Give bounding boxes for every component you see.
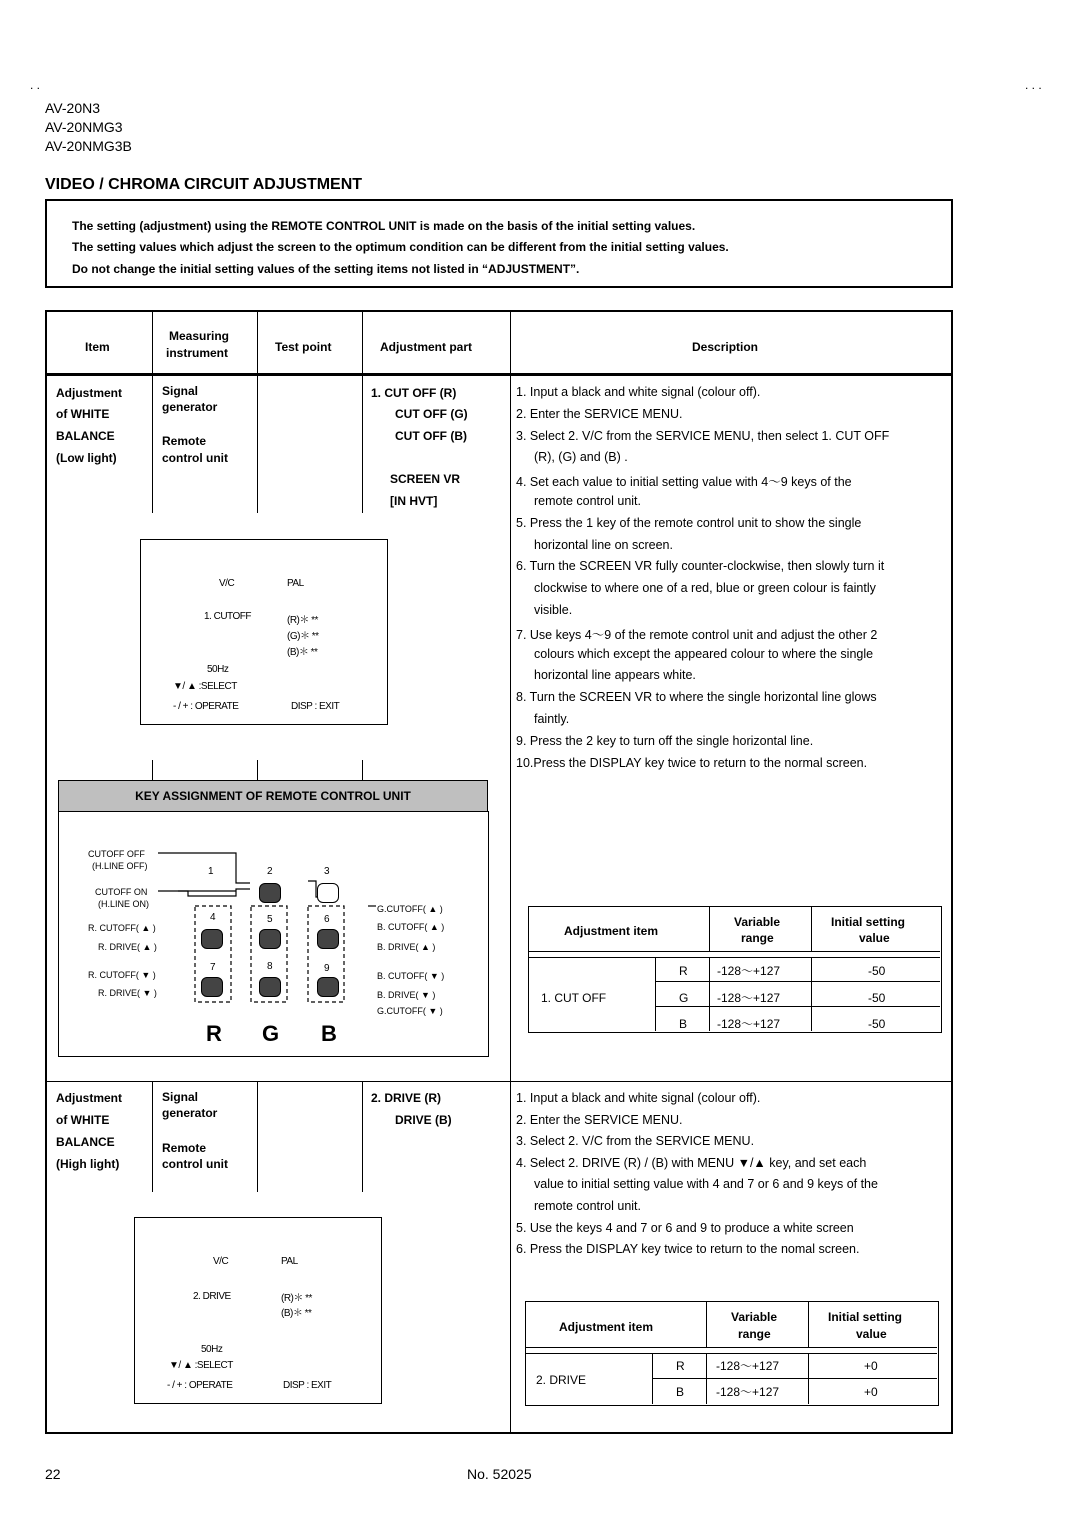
tbl-line — [709, 957, 710, 1031]
screen2-operate: - / + : OPERATE — [167, 1380, 233, 1391]
col-instrument: instrument — [166, 346, 229, 360]
tbl-line — [655, 981, 940, 982]
tbl1-h-value: value — [859, 931, 890, 945]
tbl2-b-value: +0 — [864, 1385, 878, 1399]
model-1: AV-20N3 — [45, 100, 100, 116]
tbl1-h-variable: Variable — [734, 915, 781, 929]
s1-part-3: CUT OFF (B) — [395, 429, 467, 443]
section1-step-line: 6. Turn the SCREEN VR fully counter-clockwise, then slowly turn it — [516, 559, 885, 574]
label-hline-on: (H.LINE ON) — [98, 899, 150, 909]
label-r-drive-up: R. DRIVE( ▲ ) — [98, 942, 157, 952]
label-g-cutoff-up: G.CUTOFF( ▲ ) — [377, 904, 443, 914]
menu-screen-drive — [134, 1217, 382, 1404]
tbl1-b-range: -128～+127 — [717, 1017, 781, 1031]
tbl-line — [655, 957, 656, 1031]
col-divider — [152, 1082, 153, 1192]
section1-step-line: faintly. — [534, 712, 570, 726]
s1-instr-3: Remote — [162, 434, 207, 448]
tbl-line — [709, 907, 710, 951]
header-divider — [45, 373, 953, 376]
screen-r: (R)＊ ** — [287, 615, 318, 626]
col-description: Description — [692, 340, 759, 354]
screen-vc: V/C — [219, 578, 235, 589]
section1-step-line: remote control unit. — [534, 494, 641, 508]
key-6-button — [317, 929, 339, 949]
document-number: No. 52025 — [467, 1466, 532, 1482]
col-divider — [152, 375, 153, 513]
section2-step-line: 4. Select 2. DRIVE (R) / (B) with MENU ▼/▲ key, and set each — [516, 1155, 867, 1170]
section2-step-line: 5. Use the keys 4 and 7 or 6 and 9 to produce a white screen — [516, 1220, 854, 1235]
col-divider — [152, 310, 153, 374]
key-4-label: 4 — [210, 912, 216, 923]
tbl2-h-range: range — [738, 1327, 771, 1341]
key-7-button — [201, 977, 223, 997]
screen-hz: 50Hz — [207, 664, 229, 675]
col-divider — [257, 1082, 258, 1192]
section1-step-line: visible. — [534, 603, 573, 617]
tbl-line — [652, 1378, 937, 1379]
label-b-drive-down: B. DRIVE( ▼ ) — [377, 990, 436, 1000]
tbl1-r-value: -50 — [868, 964, 886, 978]
tbl2-r-value: +0 — [864, 1359, 878, 1373]
tbl-line — [655, 1006, 940, 1007]
section1-step-line: clockwise to where one of a red, blue or green colour is faintly — [534, 581, 876, 596]
section-divider — [45, 1081, 953, 1082]
s1-part-4: SCREEN VR — [390, 472, 461, 486]
screen2-select: ▼/ ▲ :SELECT — [169, 1360, 233, 1371]
section2-step-line: value to initial setting value with 4 and 7 or 6 and 9 keys of the — [534, 1177, 878, 1192]
key-2-label: 2 — [267, 866, 273, 877]
col-divider — [257, 375, 258, 513]
key-assignment-title: KEY ASSIGNMENT OF REMOTE CONTROL UNIT — [58, 780, 488, 812]
tbl-line — [529, 957, 940, 958]
section1-step-line: 9. Press the 2 key to turn off the single horizontal line. — [516, 733, 814, 748]
tbl-line — [529, 951, 940, 952]
tbl2-r-range: -128～+127 — [716, 1359, 780, 1373]
s1-instr-1: Signal — [162, 384, 199, 398]
screen-exit: DISP : EXIT — [291, 701, 340, 712]
label-cutoff-off: CUTOFF OFF — [88, 849, 145, 859]
section2-step-line: 6. Press the DISPLAY key twice to return to the nomal screen. — [516, 1242, 860, 1257]
model-3: AV-20NMG3B — [45, 138, 132, 154]
section1-step-line: colours which except the appeared colour to where the single — [534, 646, 874, 661]
model-2: AV-20NMG3 — [45, 119, 123, 135]
section1-step-line: 8. Turn the SCREEN VR to where the single horizontal line glows — [516, 690, 877, 705]
tbl1-g-ch: G — [679, 991, 689, 1005]
s1-item-4: (Low light) — [56, 451, 117, 465]
section1-step-line: horizontal line appears white. — [534, 668, 696, 683]
section1-step-line: 3. Select 2. V/C from the SERVICE MENU, then select 1. CUT OFF — [516, 428, 890, 443]
s2-instr-3: Remote — [162, 1141, 207, 1155]
rgb-r: R — [206, 1021, 222, 1046]
tbl2-b-ch: B — [676, 1385, 685, 1399]
s2-instr-2: generator — [162, 1106, 218, 1120]
label-b-drive-up: B. DRIVE( ▲ ) — [377, 942, 436, 952]
screen2-r: (R)＊ ** — [281, 1293, 312, 1304]
screen-operate: - / + : OPERATE — [173, 701, 239, 712]
rgb-g: G — [262, 1021, 280, 1046]
s1-item-2: of WHITE — [56, 407, 110, 421]
label-g-cutoff-down: G.CUTOFF( ▼ ) — [377, 1006, 443, 1016]
tbl1-item: 1. CUT OFF — [541, 991, 607, 1005]
screen2-vc: V/C — [213, 1256, 229, 1267]
section1-step-line: 7. Use keys 4～9 of the remote control unit and adjust the other 2 — [516, 627, 878, 642]
s1-item-3: BALANCE — [56, 429, 115, 443]
tbl2-h-item: Adjustment item — [559, 1320, 654, 1334]
tbl1-h-range: range — [741, 931, 774, 945]
col-test-point: Test point — [275, 340, 332, 354]
notice-line-3: Do not change the initial setting values of the setting items not listed in “ADJUSTMENT”. — [72, 262, 580, 276]
s2-item-3: BALANCE — [56, 1135, 115, 1149]
rgb-b: B — [321, 1021, 337, 1046]
corner-dots-right: . . . — [1025, 78, 1042, 92]
s2-part-2: DRIVE (B) — [395, 1113, 452, 1127]
tbl1-g-range: -128～+127 — [717, 991, 781, 1005]
tbl2-h-value: value — [856, 1327, 887, 1341]
screen-select: ▼/ ▲ :SELECT — [173, 681, 237, 692]
key-9-button — [317, 977, 339, 997]
s2-part-1: 2. DRIVE (R) — [371, 1091, 442, 1105]
tbl2-h-initial: Initial setting — [828, 1310, 903, 1324]
col-divider — [362, 760, 363, 780]
tbl-line — [526, 1347, 937, 1348]
key-4-button — [201, 929, 223, 949]
page-title: VIDEO / CHROMA CIRCUIT ADJUSTMENT — [45, 176, 363, 193]
s1-part-5: [IN HVT] — [390, 494, 438, 508]
section1-step-line: 2. Enter the SERVICE MENU. — [516, 406, 683, 421]
section1-step-line: horizontal line on screen. — [534, 537, 673, 552]
tbl-line — [811, 907, 812, 951]
label-r-cutoff-down: R. CUTOFF( ▼ ) — [88, 970, 156, 980]
key-3-button — [317, 883, 339, 903]
screen-cutoff: 1. CUTOFF — [204, 611, 251, 622]
tbl1-h-initial: Initial setting — [831, 915, 906, 929]
notice-line-2: The setting values which adjust the screen to the optimum condition can be different from the initial setting values. — [72, 240, 729, 254]
menu-screen-cutoff — [140, 539, 388, 725]
s1-instr-2: generator — [162, 400, 218, 414]
key-7-label: 7 — [210, 962, 216, 973]
section2-step-line: 1. Input a black and white signal (colour off). — [516, 1091, 761, 1105]
tbl1-h-item: Adjustment item — [564, 924, 659, 938]
screen-b: (B)＊ ** — [287, 647, 318, 658]
drive-setting-table — [525, 1301, 939, 1406]
section1-step-line: 10.Press the DISPLAY key twice to return to the normal screen. — [516, 755, 868, 770]
col-divider — [257, 760, 258, 780]
col-item: Item — [85, 340, 110, 354]
label-b-cutoff-up: B. CUTOFF( ▲ ) — [377, 922, 445, 932]
col-divider — [152, 760, 153, 780]
s2-item-1: Adjustment — [56, 1091, 122, 1105]
tbl1-r-ch: R — [679, 964, 688, 978]
screen2-hz: 50Hz — [201, 1344, 223, 1355]
s1-item-1: Adjustment — [56, 386, 122, 400]
section2-step-line: 2. Enter the SERVICE MENU. — [516, 1112, 683, 1127]
s1-part-1: 1. CUT OFF (R) — [371, 386, 457, 400]
section1-step-line: 5. Press the 1 key of the remote control unit to show the single — [516, 515, 862, 530]
tbl1-b-ch: B — [679, 1017, 688, 1031]
key-5-label: 5 — [267, 914, 273, 925]
tbl-line — [526, 1353, 937, 1354]
screen2-pal: PAL — [281, 1256, 298, 1267]
screen-pal: PAL — [287, 578, 304, 589]
section1-step-line: (R), (G) and (B) . — [534, 450, 628, 465]
tbl2-item: 2. DRIVE — [536, 1373, 587, 1387]
s2-instr-1: Signal — [162, 1090, 199, 1104]
key-9-label: 9 — [324, 963, 330, 974]
section1-step-line: 1. Input a black and white signal (colour off). — [516, 385, 761, 399]
tbl2-h-variable: Variable — [731, 1310, 778, 1324]
section1-step-line: 4. Set each value to initial setting value with 4～9 keys of the — [516, 475, 852, 490]
key-3-label: 3 — [324, 866, 330, 877]
screen2-exit: DISP : EXIT — [283, 1380, 332, 1391]
col-adjustment-part: Adjustment part — [380, 340, 473, 354]
key-6-label: 6 — [324, 914, 330, 925]
key-2-button — [259, 883, 281, 903]
s2-item-4: (High light) — [56, 1157, 120, 1171]
screen-g: (G)＊ ** — [287, 631, 319, 642]
key-5-button — [259, 929, 281, 949]
tbl1-g-value: -50 — [868, 991, 886, 1005]
label-hline-off: (H.LINE OFF) — [92, 861, 148, 871]
label-r-drive-down: R. DRIVE( ▼ ) — [98, 988, 157, 998]
tbl2-r-ch: R — [676, 1359, 685, 1373]
section2-step-line: remote control unit. — [534, 1199, 641, 1213]
col-divider — [362, 310, 363, 374]
cutoff-setting-table — [528, 906, 942, 1033]
col-divider — [257, 310, 258, 374]
key-8-label: 8 — [267, 961, 273, 972]
tbl-line — [706, 1302, 707, 1347]
col-divider — [362, 375, 363, 513]
notice-line-1: The setting (adjustment) using the REMOTE CONTROL UNIT is made on the basis of the initial setting values. — [72, 219, 696, 233]
s1-instr-4: control unit — [162, 451, 228, 465]
label-cutoff-on: CUTOFF ON — [95, 887, 148, 897]
page-number: 22 — [45, 1466, 61, 1482]
corner-dots-left: . . — [30, 78, 41, 92]
s2-instr-4: control unit — [162, 1157, 228, 1171]
s1-part-2: CUT OFF (G) — [395, 407, 468, 421]
key-1-label: 1 — [208, 866, 214, 877]
tbl1-b-value: -50 — [868, 1017, 886, 1031]
key-8-button — [259, 977, 281, 997]
section2-step-line: 3. Select 2. V/C from the SERVICE MENU. — [516, 1134, 755, 1149]
label-r-cutoff-up: R. CUTOFF( ▲ ) — [88, 923, 156, 933]
col-measuring: Measuring — [169, 329, 230, 343]
tbl2-b-range: -128～+127 — [716, 1385, 780, 1399]
screen2-b: (B)＊ ** — [281, 1308, 312, 1319]
tbl1-r-range: -128～+127 — [717, 964, 781, 978]
screen2-drive: 2. DRIVE — [193, 1291, 231, 1302]
tbl-line — [811, 957, 812, 1031]
description-divider — [510, 310, 511, 1434]
tbl-line — [808, 1302, 809, 1347]
s2-item-2: of WHITE — [56, 1113, 110, 1127]
label-b-cutoff-down: B. CUTOFF( ▼ ) — [377, 971, 445, 981]
col-divider — [362, 1082, 363, 1192]
